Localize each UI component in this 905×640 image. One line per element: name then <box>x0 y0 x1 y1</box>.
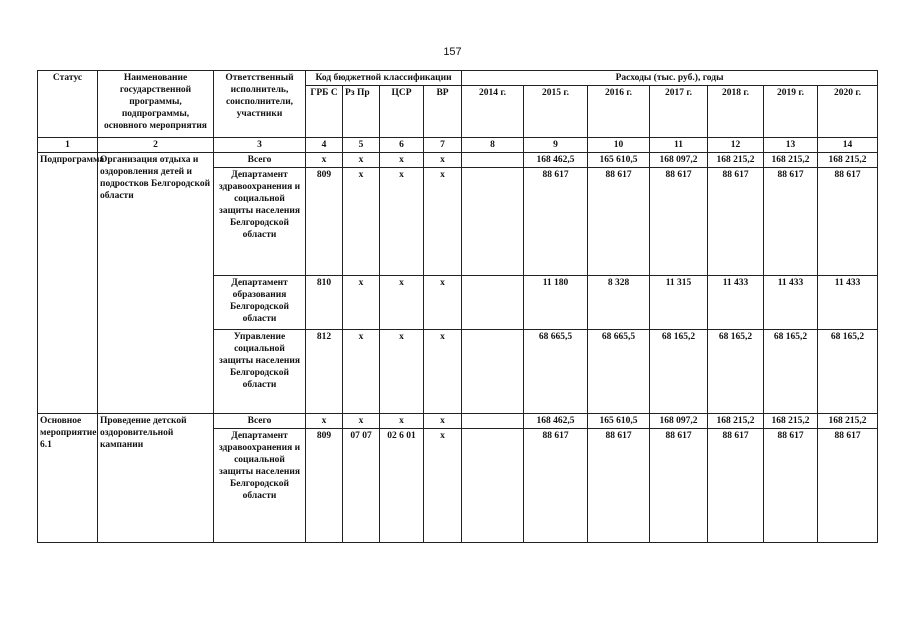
responsible-cell: Департамент здравоохранения и социальной защиты населения Белгородской области <box>214 429 306 543</box>
grbs-cell: 810 <box>306 276 343 330</box>
responsible-cell: Департамент здравоохранения и социальной защиты населения Белгородской области <box>214 168 306 276</box>
status-cell: Подпрограмма <box>38 153 98 414</box>
amount-cell: 165 610,5 <box>588 414 650 429</box>
table-header <box>38 71 878 153</box>
column-number-row <box>38 138 878 153</box>
responsible-cell: Управление социальной защиты населения Белгородской области <box>214 330 306 414</box>
amount-cell: 68 165,2 <box>708 330 764 414</box>
header-year-2016: 2016 г. <box>588 86 650 138</box>
vr-cell: х <box>424 168 462 276</box>
header-year-2017: 2017 г. <box>650 86 708 138</box>
amount-cell: 68 165,2 <box>818 330 878 414</box>
amount-cell: 68 165,2 <box>764 330 818 414</box>
csr-cell: х <box>380 276 424 330</box>
amount-cell <box>462 168 524 276</box>
column-number: 3 <box>214 138 306 153</box>
column-number: 2 <box>98 138 214 153</box>
amount-cell: 88 617 <box>524 429 588 543</box>
amount-cell: 168 462,5 <box>524 153 588 168</box>
program-name-cell: Организация отдыха и оздоровления детей и подростков Белгородской области <box>98 153 214 414</box>
amount-cell: 88 617 <box>764 168 818 276</box>
amount-cell: 11 180 <box>524 276 588 330</box>
amount-cell: 11 315 <box>650 276 708 330</box>
header-year-2015: 2015 г. <box>524 86 588 138</box>
table-body <box>38 153 878 543</box>
vr-cell: х <box>424 153 462 168</box>
amount-cell: 68 665,5 <box>524 330 588 414</box>
amount-cell: 168 215,2 <box>818 414 878 429</box>
rzpr-cell: х <box>343 276 380 330</box>
amount-cell <box>462 153 524 168</box>
amount-cell: 168 215,2 <box>764 153 818 168</box>
program-name-cell: Проведение детской оздоровительной кампании <box>98 414 214 543</box>
amount-cell: 88 617 <box>524 168 588 276</box>
column-number: 5 <box>343 138 380 153</box>
column-number: 8 <box>462 138 524 153</box>
column-number: 9 <box>524 138 588 153</box>
csr-cell: 02 6 01 <box>380 429 424 543</box>
csr-cell: х <box>380 330 424 414</box>
amount-cell: 168 215,2 <box>708 414 764 429</box>
amount-cell: 11 433 <box>818 276 878 330</box>
column-number: 14 <box>818 138 878 153</box>
amount-cell <box>462 414 524 429</box>
column-number: 6 <box>380 138 424 153</box>
amount-cell: 165 610,5 <box>588 153 650 168</box>
status-cell: Основное мероприятие 6.1 <box>38 414 98 543</box>
amount-cell: 8 328 <box>588 276 650 330</box>
csr-cell: х <box>380 414 424 429</box>
rzpr-cell: х <box>343 168 380 276</box>
amount-cell <box>462 330 524 414</box>
header-year-2014: 2014 г. <box>462 86 524 138</box>
amount-cell: 168 097,2 <box>650 153 708 168</box>
budget-table <box>37 70 878 543</box>
rzpr-cell: х <box>343 153 380 168</box>
vr-cell: х <box>424 276 462 330</box>
vr-cell: х <box>424 429 462 543</box>
amount-cell: 11 433 <box>708 276 764 330</box>
amount-cell: 88 617 <box>818 168 878 276</box>
responsible-cell: Всего <box>214 153 306 168</box>
amount-cell: 88 617 <box>708 429 764 543</box>
amount-cell: 88 617 <box>588 168 650 276</box>
header-year-2020: 2020 г. <box>818 86 878 138</box>
vr-cell: х <box>424 330 462 414</box>
amount-cell: 168 215,2 <box>708 153 764 168</box>
responsible-cell: Департамент образования Белгородской области <box>214 276 306 330</box>
header-code-csr: ЦСР <box>380 86 424 138</box>
header-code-grbs: ГРБ С <box>306 86 343 138</box>
responsible-cell: Всего <box>214 414 306 429</box>
header-status: Статус <box>38 71 98 138</box>
page-number: 157 <box>443 46 462 58</box>
column-number: 11 <box>650 138 708 153</box>
column-number: 13 <box>764 138 818 153</box>
amount-cell: 168 215,2 <box>818 153 878 168</box>
header-program-name: Наименование государственной программы, подпрограммы, основного мероприятия <box>98 71 214 138</box>
amount-cell: 11 433 <box>764 276 818 330</box>
header-year-2019: 2019 г. <box>764 86 818 138</box>
header-code-vr: ВР <box>424 86 462 138</box>
rzpr-cell: х <box>343 330 380 414</box>
rzpr-cell: 07 07 <box>343 429 380 543</box>
header-budget-code: Код бюджетной классификации <box>306 71 462 86</box>
grbs-cell: 809 <box>306 168 343 276</box>
table-row <box>38 153 878 168</box>
rzpr-cell: х <box>343 414 380 429</box>
amount-cell <box>462 429 524 543</box>
amount-cell: 88 617 <box>650 429 708 543</box>
amount-cell: 68 165,2 <box>650 330 708 414</box>
header-responsible: Ответственный исполнитель, соисполнители, участники <box>214 71 306 138</box>
table-row <box>38 414 878 429</box>
amount-cell: 168 215,2 <box>764 414 818 429</box>
amount-cell: 88 617 <box>818 429 878 543</box>
grbs-cell: х <box>306 153 343 168</box>
amount-cell <box>462 276 524 330</box>
amount-cell: 168 462,5 <box>524 414 588 429</box>
csr-cell: х <box>380 168 424 276</box>
column-number: 1 <box>38 138 98 153</box>
amount-cell: 168 097,2 <box>650 414 708 429</box>
csr-cell: х <box>380 153 424 168</box>
column-number: 7 <box>424 138 462 153</box>
amount-cell: 68 665,5 <box>588 330 650 414</box>
header-code-rzpr: Рз Пр <box>343 86 380 138</box>
amount-cell: 88 617 <box>764 429 818 543</box>
grbs-cell: х <box>306 414 343 429</box>
column-number: 12 <box>708 138 764 153</box>
grbs-cell: 812 <box>306 330 343 414</box>
header-year-2018: 2018 г. <box>708 86 764 138</box>
vr-cell: х <box>424 414 462 429</box>
header-expenses: Расходы (тыс. руб.), годы <box>462 71 878 86</box>
grbs-cell: 809 <box>306 429 343 543</box>
column-number: 4 <box>306 138 343 153</box>
amount-cell: 88 617 <box>650 168 708 276</box>
column-number: 10 <box>588 138 650 153</box>
amount-cell: 88 617 <box>588 429 650 543</box>
amount-cell: 88 617 <box>708 168 764 276</box>
